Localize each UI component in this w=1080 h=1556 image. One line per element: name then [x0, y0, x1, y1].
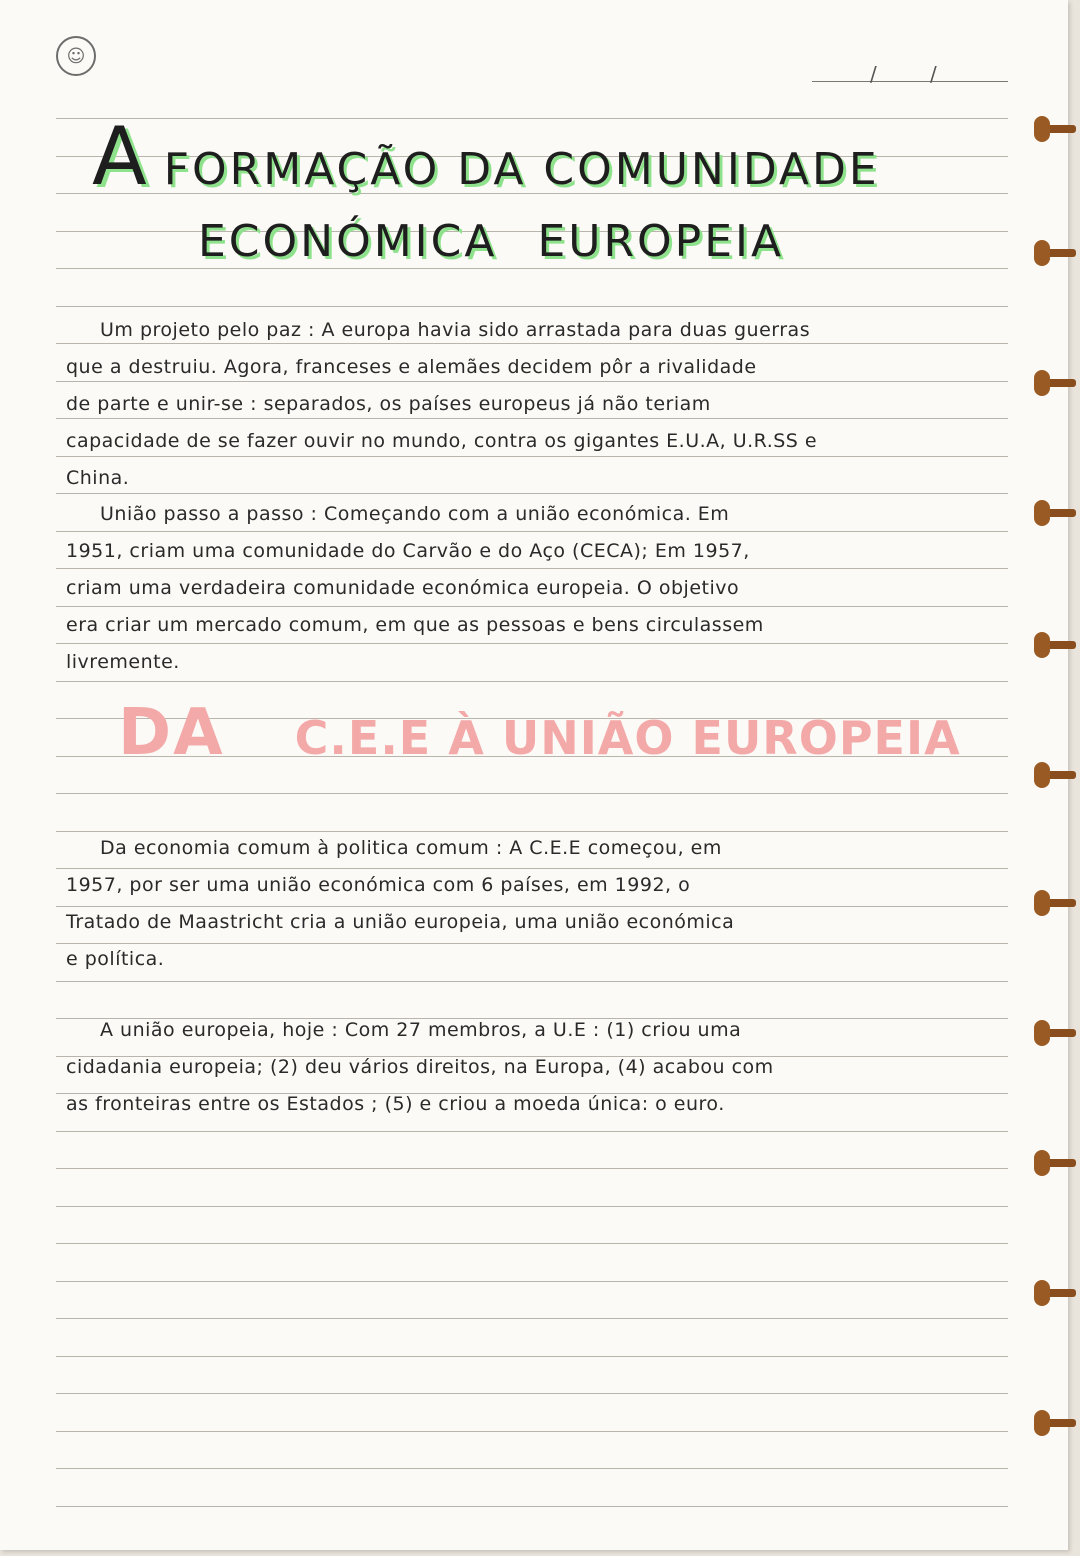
ruled-line — [56, 981, 1008, 982]
paragraph-line: União passo a passo : Começando com a união económica. Em — [100, 503, 730, 525]
binder-ring-icon — [1030, 370, 1076, 394]
paragraph-line: capacidade de se fazer ouvir no mundo, contra os gigantes E.U.A, U.R.SS e — [66, 430, 818, 452]
binder-ring-icon — [1030, 1280, 1076, 1304]
paragraph-projeto-paz — [66, 312, 1016, 497]
paragraph-line: Da economia comum à politica comum : A C.E.E começou, em — [100, 837, 722, 859]
title-line1-text: FORMAÇÃO DA COMUNIDADE — [163, 144, 880, 195]
section-title-rest: C.E.E À UNIÃO EUROPEIA — [294, 711, 961, 765]
paragraph-line: cidadania europeia; (2) deu vários direitos, na Europa, (4) acabou com — [66, 1056, 774, 1078]
ruled-line — [56, 1281, 1008, 1282]
title-big-letter: A — [92, 110, 150, 203]
date-slash: / — [930, 62, 937, 86]
binder-ring-icon — [1030, 116, 1076, 140]
binder-ring-icon — [1030, 1410, 1076, 1434]
title-word-europeia: EUROPEIA — [537, 216, 785, 267]
ring-head — [1034, 1410, 1050, 1436]
ruled-line — [56, 793, 1008, 794]
ruled-lines — [56, 82, 1008, 1510]
ring-head — [1034, 632, 1050, 658]
binder-ring-icon — [1030, 762, 1076, 786]
ring-head — [1034, 500, 1050, 526]
binder-rings — [1020, 0, 1080, 1556]
paragraph-line: China. — [66, 467, 130, 489]
ruled-line — [56, 1243, 1008, 1244]
ring-head — [1034, 1150, 1050, 1176]
ruled-line — [56, 1168, 1008, 1169]
paragraph-line: e política. — [66, 948, 165, 970]
ruled-line — [56, 268, 1008, 269]
paragraph-line: A união europeia, hoje : Com 27 membros, a U.E : (1) criou uma — [100, 1019, 742, 1041]
binder-ring-icon — [1030, 1150, 1076, 1174]
ring-head — [1034, 890, 1050, 916]
ruled-line — [56, 1131, 1008, 1132]
title-word-economica: ECONÓMICA — [198, 216, 498, 267]
paragraph-line: as fronteiras entre os Estados ; (5) e criou a moeda única: o euro. — [66, 1093, 725, 1115]
ruled-line — [56, 1393, 1008, 1394]
ruled-line — [56, 1431, 1008, 1432]
ruled-line — [56, 1206, 1008, 1207]
binder-ring-icon — [1030, 890, 1076, 914]
ruled-line — [56, 1468, 1008, 1469]
section-title-da: DA — [118, 696, 225, 770]
paragraph-economia-politica — [66, 830, 1016, 978]
binder-ring-icon — [1030, 240, 1076, 264]
paragraph-line: Um projeto pelo paz : A europa havia sido arrastada para duas guerras — [100, 319, 811, 341]
face-logo-icon: ☺ — [56, 36, 96, 76]
binder-ring-icon — [1030, 632, 1076, 656]
page-title-line1 — [92, 110, 880, 203]
paragraph-uniao-hoje — [66, 1012, 1016, 1123]
date-slash: / — [870, 62, 877, 86]
binder-ring-icon — [1030, 500, 1076, 524]
ring-head — [1034, 1280, 1050, 1306]
ruled-line — [56, 1356, 1008, 1357]
paragraph-line: de parte e unir-se : separados, os países europeus já não teriam — [66, 393, 711, 415]
ruled-line — [56, 1318, 1008, 1319]
ring-head — [1034, 762, 1050, 788]
ruled-line — [56, 1506, 1008, 1507]
ring-head — [1034, 1020, 1050, 1046]
ring-head — [1034, 240, 1050, 266]
page-title-line2 — [198, 216, 784, 267]
ruled-line — [56, 306, 1008, 307]
paragraph-line: 1951, criam uma comunidade do Carvão e do Aço (CECA); Em 1957, — [66, 540, 750, 562]
section-title — [118, 696, 961, 770]
ring-head — [1034, 116, 1050, 142]
paragraph-line: 1957, por ser uma união económica com 6 países, em 1992, o — [66, 874, 691, 896]
paragraph-line: Tratado de Maastricht cria a união europeia, uma união económica — [66, 911, 735, 933]
paragraph-line: era criar um mercado comum, em que as pessoas e bens circulassem — [66, 614, 764, 636]
paragraph-line: livremente. — [66, 651, 180, 673]
paragraph-line: que a destruiu. Agora, franceses e alemães decidem pôr a rivalidade — [66, 356, 757, 378]
paragraph-line: criam uma verdadeira comunidade económica europeia. O objetivo — [66, 577, 740, 599]
ring-head — [1034, 370, 1050, 396]
binder-ring-icon — [1030, 1020, 1076, 1044]
paragraph-uniao-passo — [66, 496, 1016, 681]
